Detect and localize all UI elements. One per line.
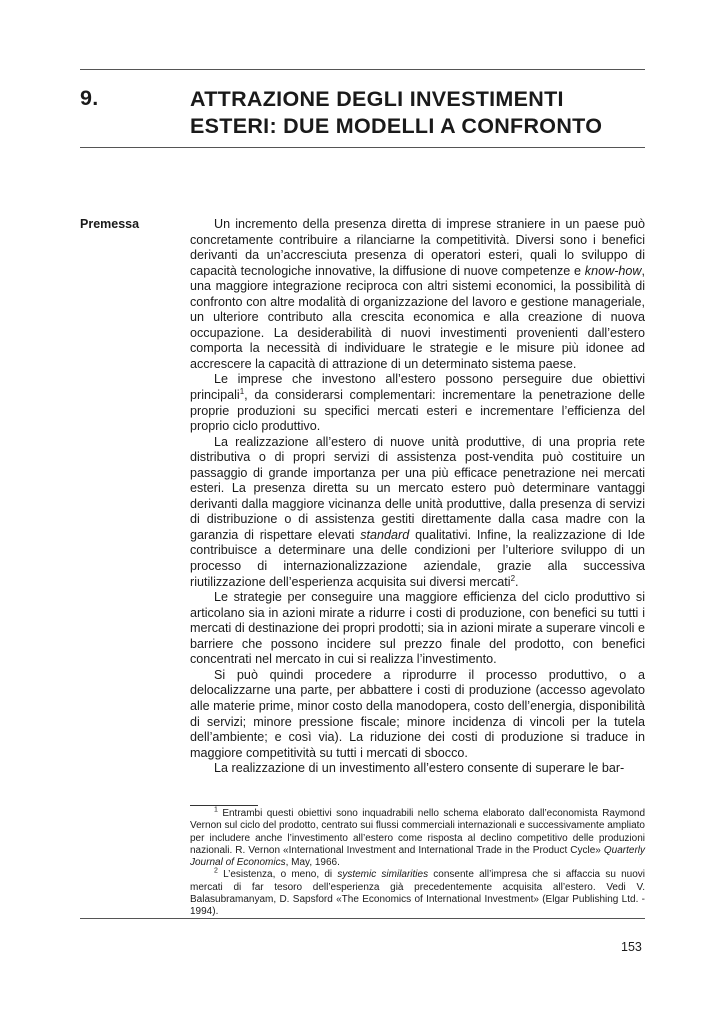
paragraph-4: Le strategie per conseguire una maggiore efficienza del ciclo produttivo si articolano sia in azioni mirate a ridurre i costi di produzione, con benefici su tutti i mercati di destinazione dei propri prodotti; sia in azioni mirate a superare vincoli e barriere che possono incidere sul prezzo finale del prodotto, con benefici concentrati nel mercato in cui si realizza l’investimento. <box>190 590 645 667</box>
paragraph-3-text-c: . <box>515 574 519 589</box>
footnote-ref-2[interactable]: 2 <box>510 573 516 583</box>
paragraph-1-emphasis: know-how <box>584 263 642 278</box>
footnote-1 <box>190 808 645 869</box>
paragraph-2 <box>190 372 645 434</box>
page-number: 153 <box>621 940 642 954</box>
paragraph-3-emphasis: standard <box>360 527 410 542</box>
paragraph-2-text-b: , da considerarsi complementari: incrementare la penetrazione delle proprie produzioni su specifici mercati esteri e incrementare l’efficienza del proprio ciclo produttivo. <box>190 388 645 434</box>
chapter-title-line-2: ESTERI: DUE MODELLI A CONFRONTO <box>190 114 603 138</box>
header-rule-bottom <box>80 147 645 148</box>
paragraph-1-tail: , una maggiore integrazione reciproca con altri sistemi economici, la possibilità di confronto con altre modalità di organizzazione del lavoro e gestione manageriale, un ulteriore contributo alla crescita economica e alla creazione di nuova occupazione. La desiderabilità di nuovi investimenti provenienti dall’estero comporta la necessità di individuare le strategie e le misure più idonee ad accrescere la capacità di attrazione di un determinato sistema paese. <box>190 263 645 371</box>
header-rule-top <box>80 69 645 70</box>
footnote-ref-1[interactable]: 1 <box>239 386 245 396</box>
footnote-1-text-a: Entrambi questi obiettivi sono inquadrabili nello schema elaborato dall’economista Raymond Vernon sul ciclo del prodotto, centrato sui flussi commerciali internazionali e successivamente ampliato per includere anche l’investimento all’estero come risposta al declino competitivo delle produzioni nazionali. R. Vernon «International Investment and International Trade in the Product Cycle» <box>190 808 646 856</box>
body-text <box>190 217 645 777</box>
chapter-title-line-1: ATTRAZIONE DEGLI INVESTIMENTI <box>190 87 564 111</box>
footnote-1-text-b: , May, 1966. <box>285 857 340 869</box>
paragraph-3-text-b: qualitativi. Infine, la realizzazione di Ide contribuisce a determinare una delle condizioni per l’ulteriore sviluppo di un processo di internazionalizzazione aziendale, grazie alla successiva riutilizzazione dell’esperienza acquisita sui diversi mercati <box>190 527 646 589</box>
footnote-separator <box>190 805 258 806</box>
paragraph-2-text-a: Le imprese che investono all’estero possono perseguire due obiettivi principali <box>190 372 645 403</box>
footnote-1-number: 1 <box>214 806 218 814</box>
footnote-1-emphasis: Quarterly Journal of Economics <box>190 844 646 869</box>
footnote-2 <box>190 869 645 918</box>
footer-rule <box>80 918 645 919</box>
footnote-2-number: 2 <box>214 868 218 876</box>
footnote-2-text-b: consente all’impresa che si affaccia su nuovi mercati di far tesoro dell’esperienza già precedentemente acquisita all’estero. Vedi V. Balasubramanyam, D. Sapsford «The Economics of International Investment» (Elgar Publishing Ltd. - 1994). <box>190 869 645 918</box>
paragraph-6: La realizzazione di un investimento all’estero consente di superare le bar- <box>214 761 625 776</box>
section-label: Premessa <box>80 217 140 231</box>
paragraph-3-text-a: La realizzazione all’estero di nuove unità produttive, di una propria rete distributiva o di propri servizi di assistenza post-vendita può costituire un passaggio di grande importanza per una più efficace penetrazione nei mercati esteri. La presenza diretta su un mercato estero può determinare vantaggi derivanti dalla maggiore vicinanza delle unità produttive, dalla presenza di servizi di distribuzione o di assistenza gestiti direttamente dalla casa madre con la garanzia di rispettare elevati <box>190 434 645 542</box>
paragraph-1-text: Un incremento della presenza diretta di imprese straniere in un paese può concretamente contribuire a rilanciarne la competitività. Diversi sono i benefici derivanti da un’accresciuta presenza di operatori esteri, quali lo sviluppo di capacità tecnologiche innovative, la diffusione di nuove competenze e <box>190 217 645 278</box>
paragraph-1 <box>190 217 645 372</box>
paragraph-5: Si può quindi procedere a riprodurre il processo produttivo, o a delocalizzarne una parte, per abbattere i costi di produzione (accesso agevolato alle materie prime, minor costo della manodopera, costo dell’energia, disponibilità di servizi; minore pressione fiscale; minore incidenza di vincoli per la tutela dell’ambiente; e così via). La riduzione dei costi di produzione si traduce in maggiore competitività su tutti i mercati di sbocco. <box>190 667 645 760</box>
chapter-number: 9. <box>80 86 99 110</box>
footnotes <box>190 808 645 919</box>
paragraph-3 <box>190 435 645 590</box>
chapter-title <box>190 86 650 140</box>
footnote-2-emphasis: systemic similarities <box>337 869 429 881</box>
footnote-2-text-a: L’esistenza, o meno, di <box>223 869 333 881</box>
